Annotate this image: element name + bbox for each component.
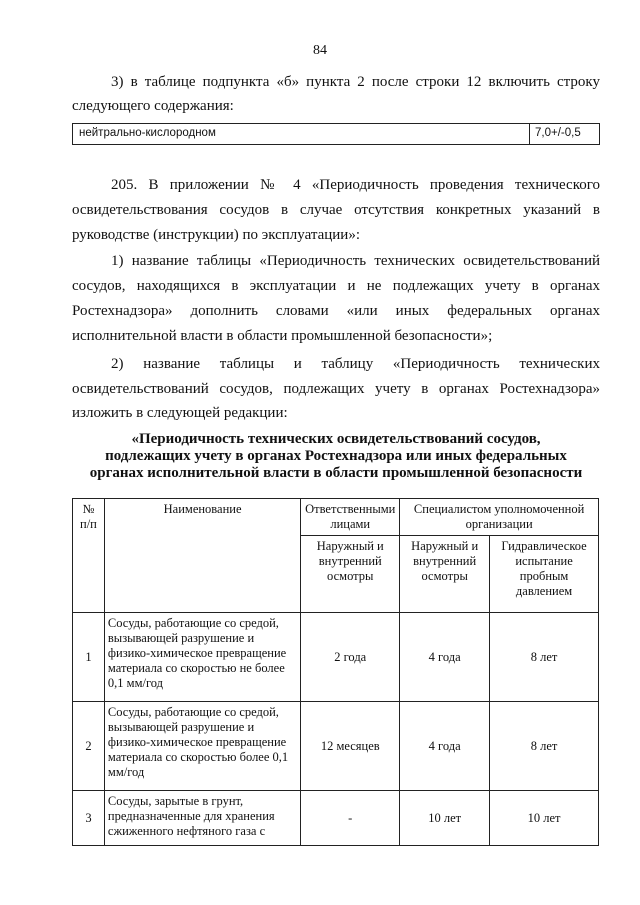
row-name: Сосуды, зарытые в грунт, предназначенные для хранения сжиженного нефтяного газа с (104, 791, 300, 846)
row-spec-inspection: 10 лет (400, 791, 490, 846)
page-number: 84 (313, 43, 327, 58)
table-title-line2: подлежащих учету в органах Ростехнадзора или иных федеральных (105, 448, 567, 464)
subheader-responsible-inspection: Наружный и внутренний осмотры (301, 536, 400, 613)
sub2-line2: освидетельствований сосудов, подлежащих учету в органах Ростехнадзора» (72, 381, 600, 397)
item3-line2: следующего содержания: (72, 98, 234, 114)
sub2-line3: изложить в следующей редакции: (72, 405, 288, 421)
inserted-row-divider (529, 124, 530, 144)
row-num: 3 (73, 791, 105, 846)
sub2-line1: 2) название таблицы и таблицу «Периодичность технических (111, 356, 600, 372)
subheader-specialist-hydro: Гидравлическое испытание пробным давлением (490, 536, 599, 613)
table-row (73, 791, 599, 846)
table-row (73, 613, 599, 702)
header-num: № п/п (73, 499, 105, 613)
header-responsible: Ответственными лицами (301, 499, 400, 536)
table-title-line1: «Периодичность технических освидетельствований сосудов, (131, 431, 541, 447)
inserted-row-value: 7,0+/-0,5 (535, 127, 581, 139)
item205-line3: руководстве (инструкции) по эксплуатации»: (72, 227, 361, 243)
table-title-line3: органах исполнительной власти в области промышленной безопасности (89, 465, 583, 481)
sub1-line1: 1) название таблицы «Периодичность технических освидетельствований (111, 253, 600, 269)
row-responsible: 2 года (301, 613, 400, 702)
item3-line1: 3) в таблице подпункта «б» пункта 2 после строки 12 включить строку (111, 74, 600, 90)
inspection-periodicity-table (72, 498, 599, 846)
item205-line2: освидетельствования сосудов в случае отсутствия конкретных указаний в (72, 202, 600, 218)
row-responsible: 12 месяцев (301, 702, 400, 791)
row-spec-hydro: 8 лет (490, 613, 599, 702)
sub1-line3: Ростехнадзора» дополнить словами «или иных федеральных органах (72, 303, 600, 319)
row-name: Сосуды, работающие со средой, вызывающей разрушение и физико-химическое превращение материала со скоростью более 0,1 мм/год (104, 702, 300, 791)
item205-line1: 205. В приложении № 4 «Периодичность проведения технического (111, 177, 600, 193)
header-specialist: Специалистом уполномоченной организации (400, 499, 599, 536)
sub1-line4: исполнительной власти в области промышленной безопасности»; (72, 328, 493, 344)
row-responsible: - (301, 791, 400, 846)
subheader-specialist-inspection: Наружный и внутренний осмотры (400, 536, 490, 613)
header-name: Наименование (104, 499, 300, 613)
sub1-line2: сосудов, находящихся в эксплуатации и не подлежащих учету в органах (72, 278, 600, 294)
row-spec-inspection: 4 года (400, 613, 490, 702)
table-row (73, 702, 599, 791)
row-spec-hydro: 10 лет (490, 791, 599, 846)
inserted-row-name: нейтрально-кислородном (79, 127, 216, 139)
row-name: Сосуды, работающие со средой, вызывающей разрушение и физико-химическое превращение материала со скоростью не более 0,1 мм/год (104, 613, 300, 702)
row-num: 2 (73, 702, 105, 791)
inserted-row-table (72, 123, 600, 145)
row-num: 1 (73, 613, 105, 702)
row-spec-hydro: 8 лет (490, 702, 599, 791)
table-header-row (73, 499, 599, 536)
row-spec-inspection: 4 года (400, 702, 490, 791)
